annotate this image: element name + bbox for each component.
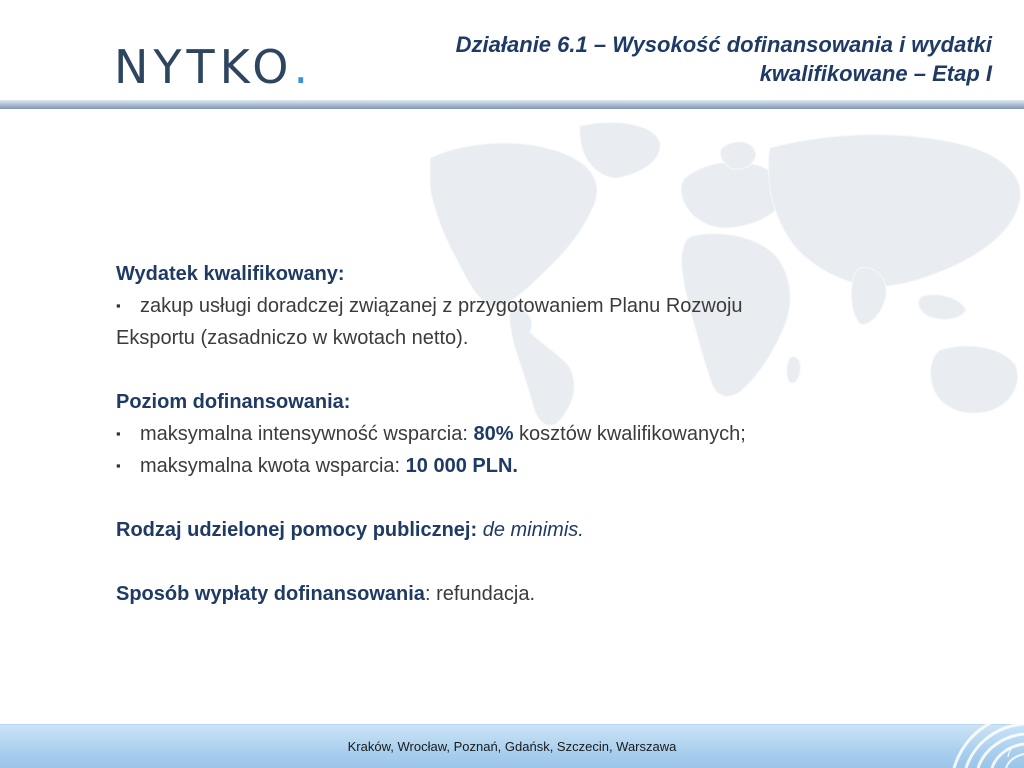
payment-line [116, 578, 816, 610]
payment-separator: : [424, 583, 431, 605]
aid-type-value: de minimis. [482, 519, 584, 541]
spacer [116, 482, 816, 514]
slide-title: Działanie 6.1 – Wysokość dofinansowania i wydatki kwalifikowane – Etap I [455, 32, 992, 86]
spacer [116, 546, 816, 578]
company-logo [114, 40, 309, 94]
aid-type-heading: Rodzaj udzielonej pomocy publicznej: [116, 519, 478, 541]
expense-bullet-text: zakup usługi doradczej związanej z przygotowaniem Planu Rozwoju Eksportu (zasadniczo w kwotach netto). [116, 295, 743, 349]
expense-heading: Wydatek kwalifikowany: [116, 263, 345, 285]
amount-label: maksymalna kwota wsparcia: [140, 455, 406, 477]
expense-bullet [116, 290, 816, 354]
funding-bullet-intensity [116, 418, 816, 450]
intensity-suffix: kosztów kwalifikowanych; [513, 423, 746, 445]
intensity-value: 80% [473, 423, 514, 445]
funding-bullet-amount [116, 450, 816, 482]
logo-dot: . [293, 40, 309, 94]
square-bullet-icon: ▪ [116, 458, 121, 473]
logo-text: NYTKO [114, 40, 294, 94]
payment-heading: Sposób wypłaty dofinansowania [116, 583, 425, 605]
square-bullet-icon: ▪ [116, 426, 121, 441]
square-bullet-icon: ▪ [116, 298, 121, 313]
header-divider [0, 100, 1024, 109]
intensity-label: maksymalna intensywność wsparcia: [140, 423, 474, 445]
aid-type-line [116, 514, 816, 546]
amount-value: 10 000 PLN. [405, 455, 518, 477]
spacer [116, 354, 816, 386]
slide-content [116, 258, 816, 610]
funding-heading: Poziom dofinansowania: [116, 391, 351, 413]
footer-cities: Kraków, Wrocław, Poznań, Gdańsk, Szczecin, Warszawa [347, 739, 677, 754]
page-number: 7 [1005, 746, 1012, 760]
payment-value: refundacja. [436, 583, 536, 605]
